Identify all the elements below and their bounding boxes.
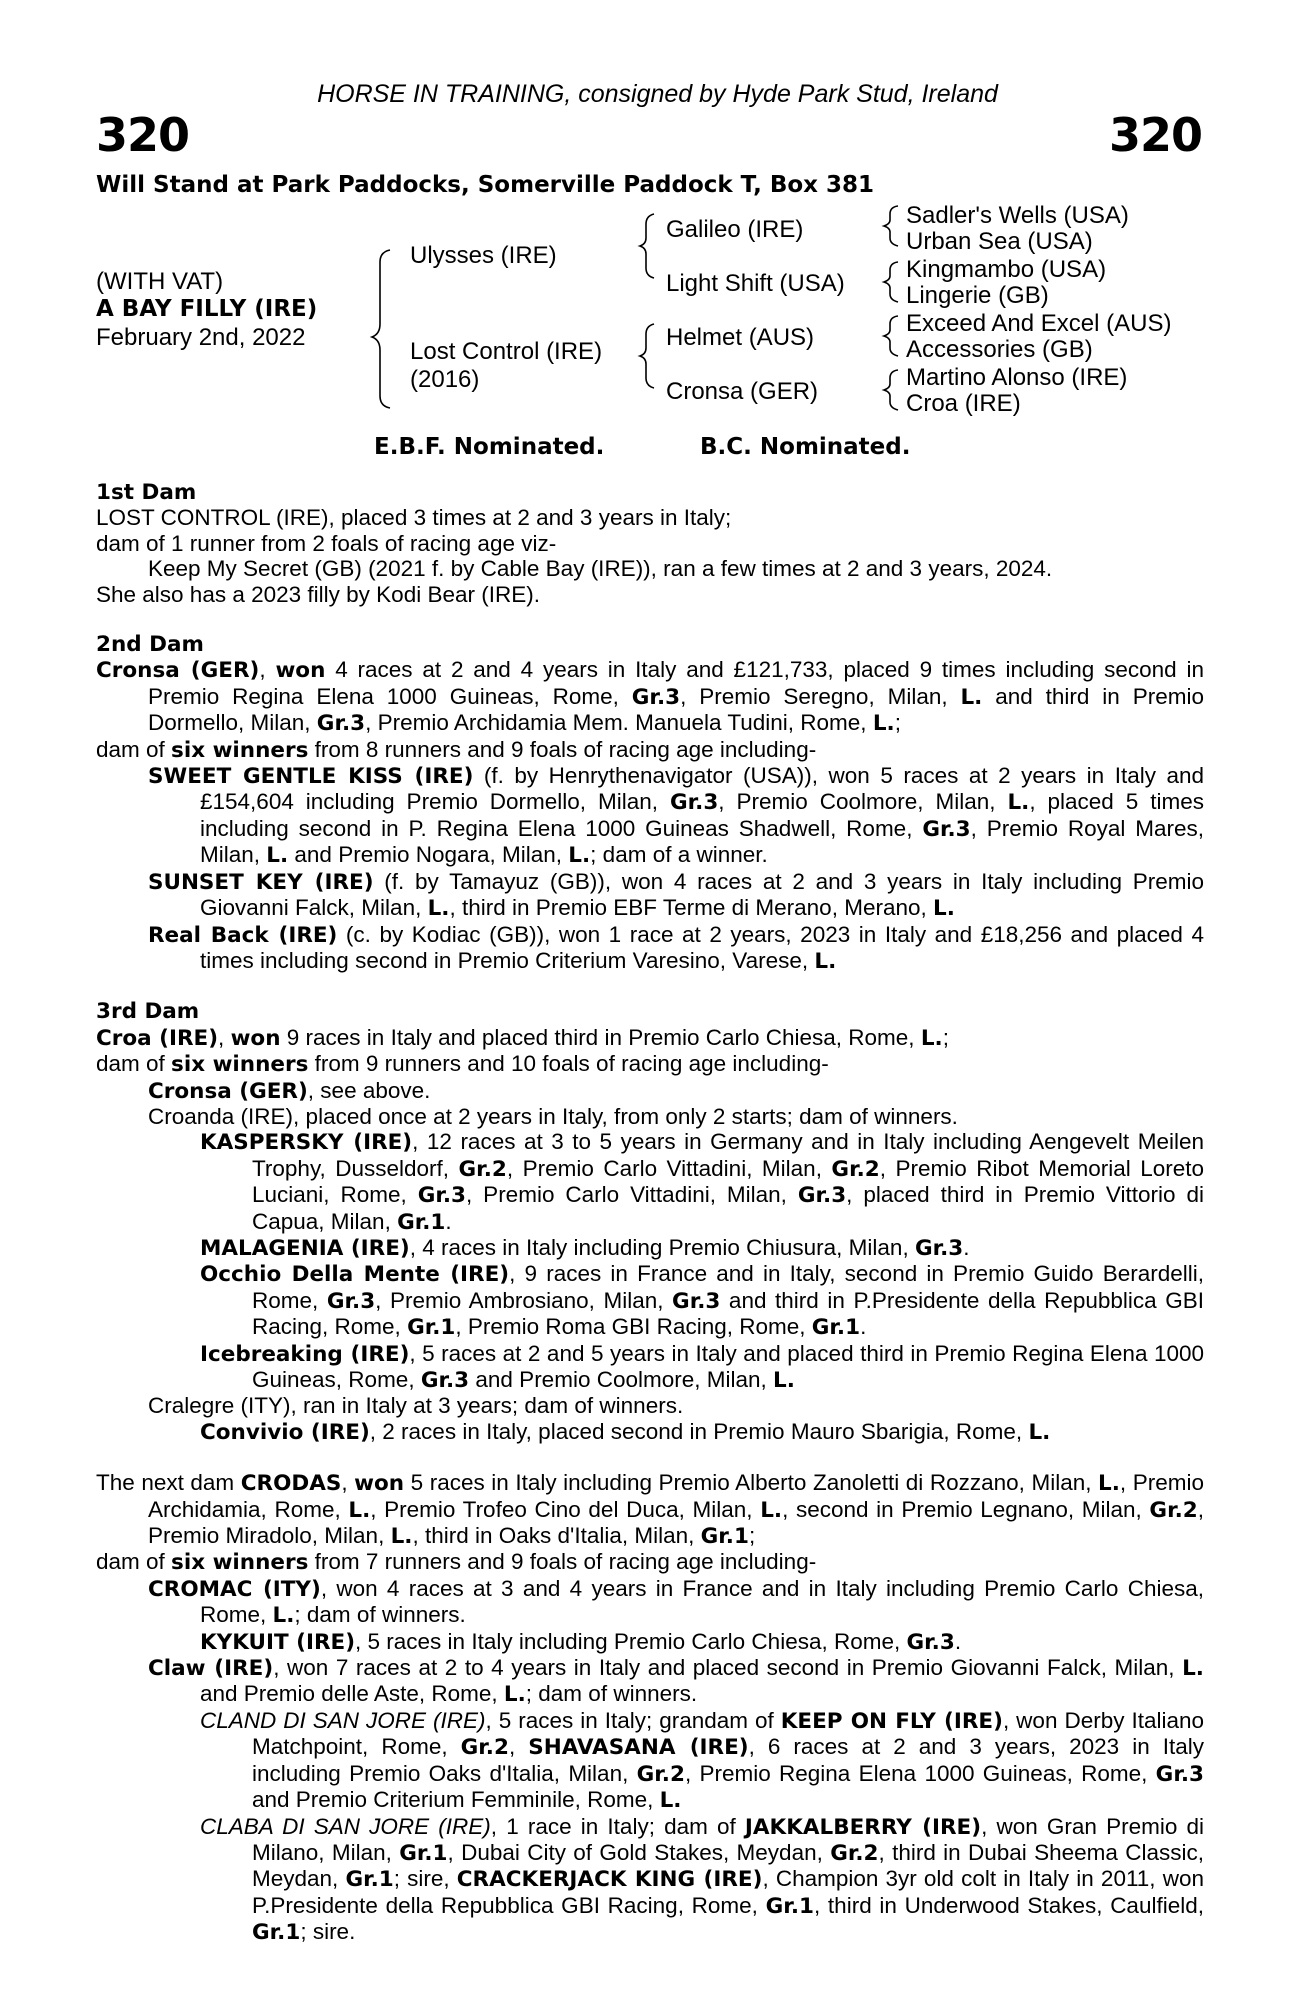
- pedigree-paragraph: CLAND DI SAN JORE (IRE), 5 races in Italy; grandam of KEEP ON FLY (IRE), won Derby Italiano Matchpoint, Rome, Gr.2, SHAVASANA (IRE), 6 races at 2 and 3 years, 2023 in Italy including Premio Oaks d'Italia, Milan, Gr.2, Premio Regina Elena 1000 Guineas, Rome, Gr.3 and Premio Criterium Femminile, Rome, L.: [200, 1707, 1204, 1814]
- section-spacer: [96, 974, 1204, 999]
- pedigree-dam-sire: Helmet (AUS): [666, 324, 815, 351]
- pedigree-paragraph: MALAGENIA (IRE), 4 races in Italy including Premio Chiusura, Milan, Gr.3.: [200, 1234, 970, 1261]
- lot-number-left: 320: [96, 108, 190, 162]
- pedigree-dss: Exceed And Excel (AUS): [906, 310, 1172, 337]
- pedigree-paragraph: Convivio (IRE), 2 races in Italy, placed second in Premio Mauro Sbarigia, Rome, L.: [200, 1418, 1051, 1445]
- pedigree-paragraph: CROMAC (ITY), won 4 races at 3 and 4 years in France and in Italy including Premio Carlo Chiesa, Rome, L.; dam of winners.: [148, 1575, 1204, 1629]
- vat-note: (WITH VAT): [96, 268, 224, 295]
- pedigree-paragraph: Icebreaking (IRE), 5 races at 2 and 5 years in Italy and placed third in Premio Regina Elena 1000 Guineas, Rome, Gr.3 and Premio Coolmore, Milan, L.: [200, 1340, 1205, 1393]
- pedigree-paragraph: dam of six winners from 9 runners and 10 foals of racing age including-: [96, 1051, 829, 1078]
- pedigree-paragraph: Cralegre (ITY), ran in Italy at 3 years; dam of winners.: [148, 1393, 684, 1419]
- pedigree-paragraph: dam of 1 runner from 2 foals of racing age viz-: [96, 530, 557, 556]
- pedigree-paragraph: SWEET GENTLE KISS (IRE) (f. by Henrythenavigator (USA)), won 5 races at 2 years in Italy and £154,604 including Premio Dormello, Milan, Gr.3, Premio Coolmore, Milan, L., placed 5 times including second in P. Regina Elena 1000 Guineas Shadwell, Rome, Gr.3, Premio Royal Mares, Milan, L. and Premio Nogara, Milan, L.; dam of a winner.: [148, 763, 1205, 869]
- pedigree-paragraph: dam of six winners from 8 runners and 9 foals of racing age including-: [96, 736, 817, 763]
- pedigree-paragraph: LOST CONTROL (IRE), placed 3 times at 2 and 3 years in Italy;: [96, 505, 732, 531]
- pedigree-paragraph: dam of six winners from 7 runners and 9 foals of racing age including-: [96, 1549, 817, 1576]
- pedigree-paragraph: Cronsa (GER), won 4 races at 2 and 4 years in Italy and £121,733, placed 9 times including second in Premio Regina Elena 1000 Guineas, Rome, Gr.3, Premio Seregno, Milan, L. and third in Premio Dormello, Milan, Gr.3, Premio Archidamia Mem. Manuela Tudini, Rome, L.;: [96, 657, 1204, 737]
- pedigree-paragraph: KASPERSKY (IRE), 12 races at 3 to 5 years in Germany and in Italy including Aengevelt Meilen Trophy, Dusseldorf, Gr.2, Premio Carlo Vittadini, Milan, Gr.2, Premio Ribot Memorial Loreto Luciani, Rome, Gr.3, Premio Carlo Vittadini, Milan, Gr.3, placed third in Premio Vittorio di Capua, Milan, Gr.1.: [200, 1129, 1204, 1235]
- pedigree-ddd: Croa (IRE): [906, 390, 1021, 417]
- pedigree-dam-year: (2016): [410, 366, 480, 393]
- section-heading: 1st Dam: [96, 480, 197, 505]
- pedigree-paragraph: CLABA DI SAN JORE (IRE), 1 race in Italy; dam of JAKKALBERRY (IRE), won Gran Premio di Milano, Milan, Gr.1, Dubai City of Gold Stakes, Meydan, Gr.2, third in Dubai Sheema Classic, Meydan, Gr.1; sire, CRACKERJACK KING (IRE), Champion 3yr old colt in Italy in 2011, won P.Presidente della Repubblica GBI Racing, Rome, Gr.1, third in Underwood Stakes, Caulfield, Gr.1; sire.: [200, 1813, 1204, 1946]
- section-heading: 3rd Dam: [96, 999, 200, 1025]
- bc-nomination: B.C. Nominated.: [700, 434, 911, 460]
- horse-name: A BAY FILLY (IRE): [96, 296, 318, 322]
- consignment-title: HORSE IN TRAINING, consigned by Hyde Park Stud, Ireland: [317, 80, 998, 108]
- catalogue-body: [96, 480, 1204, 1946]
- section-heading: 2nd Dam: [96, 632, 204, 658]
- pedigree-sds: Kingmambo (USA): [906, 256, 1107, 283]
- lot-number-right: 320: [1108, 108, 1202, 162]
- pedigree-dsd: Accessories (GB): [906, 336, 1093, 363]
- pedigree-paragraph: She also has a 2023 filly by Kodi Bear (IRE).: [96, 581, 540, 607]
- horse-dob: February 2nd, 2022: [96, 324, 306, 351]
- pedigree-sss: Sadler's Wells (USA): [906, 202, 1129, 229]
- section-spacer: [96, 1445, 1204, 1470]
- pedigree-ssd: Urban Sea (USA): [906, 228, 1093, 255]
- pedigree-paragraph: Cronsa (GER), see above.: [148, 1077, 431, 1104]
- section-spacer: [96, 607, 1204, 632]
- pedigree-sire: Ulysses (IRE): [410, 242, 557, 269]
- pedigree-dam-dam: Cronsa (GER): [666, 378, 819, 405]
- pedigree-sire-dam: Light Shift (USA): [666, 270, 845, 297]
- pedigree-sire-sire: Galileo (IRE): [666, 216, 804, 243]
- pedigree-sdd: Lingerie (GB): [906, 282, 1049, 309]
- pedigree-dam: Lost Control (IRE): [410, 338, 603, 365]
- stand-location: Will Stand at Park Paddocks, Somerville Paddock T, Box 381: [96, 172, 875, 198]
- pedigree-paragraph: KYKUIT (IRE), 5 races in Italy including Premio Carlo Chiesa, Rome, Gr.3.: [200, 1628, 962, 1655]
- pedigree-paragraph: Claw (IRE), won 7 races at 2 to 4 years in Italy and placed second in Premio Giovanni Falck, Milan, L. and Premio delle Aste, Rome, L.; dam of winners.: [148, 1655, 1204, 1708]
- pedigree-paragraph: The next dam CRODAS, won 5 races in Italy including Premio Alberto Zanoletti di Rozzano, Milan, L., Premio Archidamia, Rome, L., Premio Trofeo Cino del Duca, Milan, L., second in Premio Legnano, Milan, Gr.2, Premio Miradolo, Milan, L., third in Oaks d'Italia, Milan, Gr.1;: [96, 1470, 1204, 1550]
- pedigree-paragraph: Real Back (IRE) (c. by Kodiac (GB)), won 1 race at 2 years, 2023 in Italy and £18,256 and placed 4 times including second in Premio Criterium Varesino, Varese, L.: [148, 921, 1204, 974]
- pedigree-paragraph: Keep My Secret (GB) (2021 f. by Cable Bay (IRE)), ran a few times at 2 and 3 years, 2024.: [148, 556, 1053, 582]
- pedigree-paragraph: SUNSET KEY (IRE) (f. by Tamayuz (GB)), won 4 races at 2 and 3 years in Italy including Premio Giovanni Falck, Milan, L., third in Premio EBF Terme di Merano, Merano, L.: [148, 868, 1204, 922]
- ebf-nomination: E.B.F. Nominated.: [374, 434, 605, 460]
- pedigree-dds: Martino Alonso (IRE): [906, 364, 1128, 391]
- pedigree-paragraph: Croa (IRE), won 9 races in Italy and placed third in Premio Carlo Chiesa, Rome, L.;: [96, 1024, 949, 1051]
- pedigree-paragraph: Occhio Della Mente (IRE), 9 races in France and in Italy, second in Premio Guido Berardelli, Rome, Gr.3, Premio Ambrosiano, Milan, Gr.3 and third in P.Presidente della Repubblica GBI Racing, Rome, Gr.1, Premio Roma GBI Racing, Rome, Gr.1.: [200, 1261, 1204, 1341]
- pedigree-paragraph: Croanda (IRE), placed once at 2 years in Italy, from only 2 starts; dam of winners.: [148, 1103, 958, 1129]
